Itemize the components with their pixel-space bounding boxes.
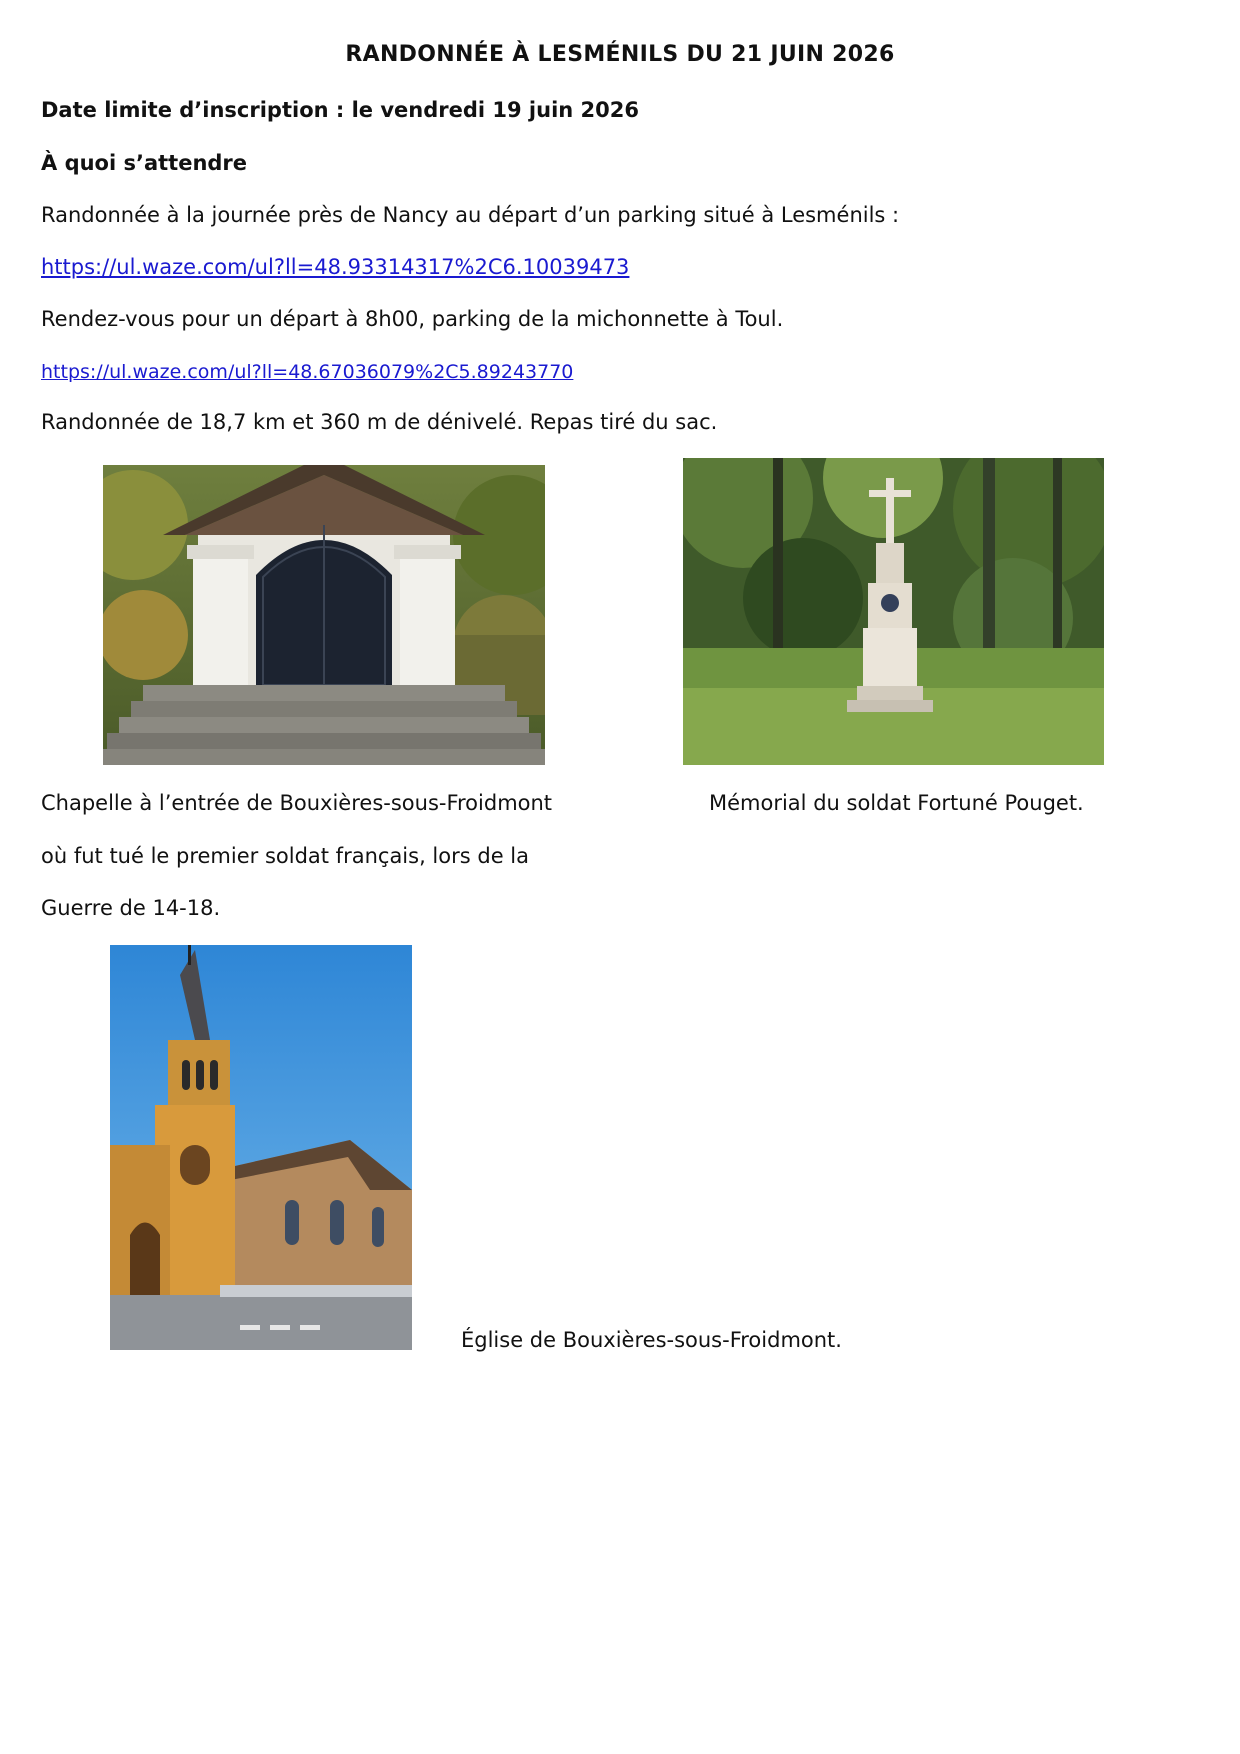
page-title: RANDONNÉE À LESMÉNILS DU 21 JUIN 2026	[345, 42, 895, 67]
chapel-caption-line1: Chapelle à l’entrée de Bouxières-sous-Froidmont	[41, 791, 553, 815]
registration-deadline: Date limite d’inscription : le vendredi 19 juin 2026	[41, 98, 639, 122]
memorial-caption: Mémorial du soldat Fortuné Pouget.	[709, 791, 1084, 815]
intro-text: Randonnée à la journée près de Nancy au départ d’un parking situé à Lesménils :	[41, 203, 900, 227]
waze-link-toul[interactable]: https://ul.waze.com/ul?ll=48.67036079%2C5.89243770	[41, 361, 574, 383]
meeting-text: Rendez-vous pour un départ à 8h00, parking de la michonnette à Toul.	[41, 307, 784, 331]
section-heading: À quoi s’attendre	[41, 151, 248, 175]
memorial-photo	[683, 458, 1104, 765]
hike-details: Randonnée de 18,7 km et 360 m de dénivelé. Repas tiré du sac.	[41, 410, 718, 434]
chapel-caption-line2: où fut tué le premier soldat français, lors de la	[41, 844, 529, 868]
church-caption: Église de Bouxières-sous-Froidmont.	[461, 1328, 842, 1352]
waze-link-lesmenils[interactable]: https://ul.waze.com/ul?ll=48.93314317%2C6.10039473	[41, 255, 630, 279]
chapel-caption-line3: Guerre de 14-18.	[41, 896, 221, 920]
church-photo	[110, 945, 412, 1350]
chapel-photo	[103, 465, 545, 765]
